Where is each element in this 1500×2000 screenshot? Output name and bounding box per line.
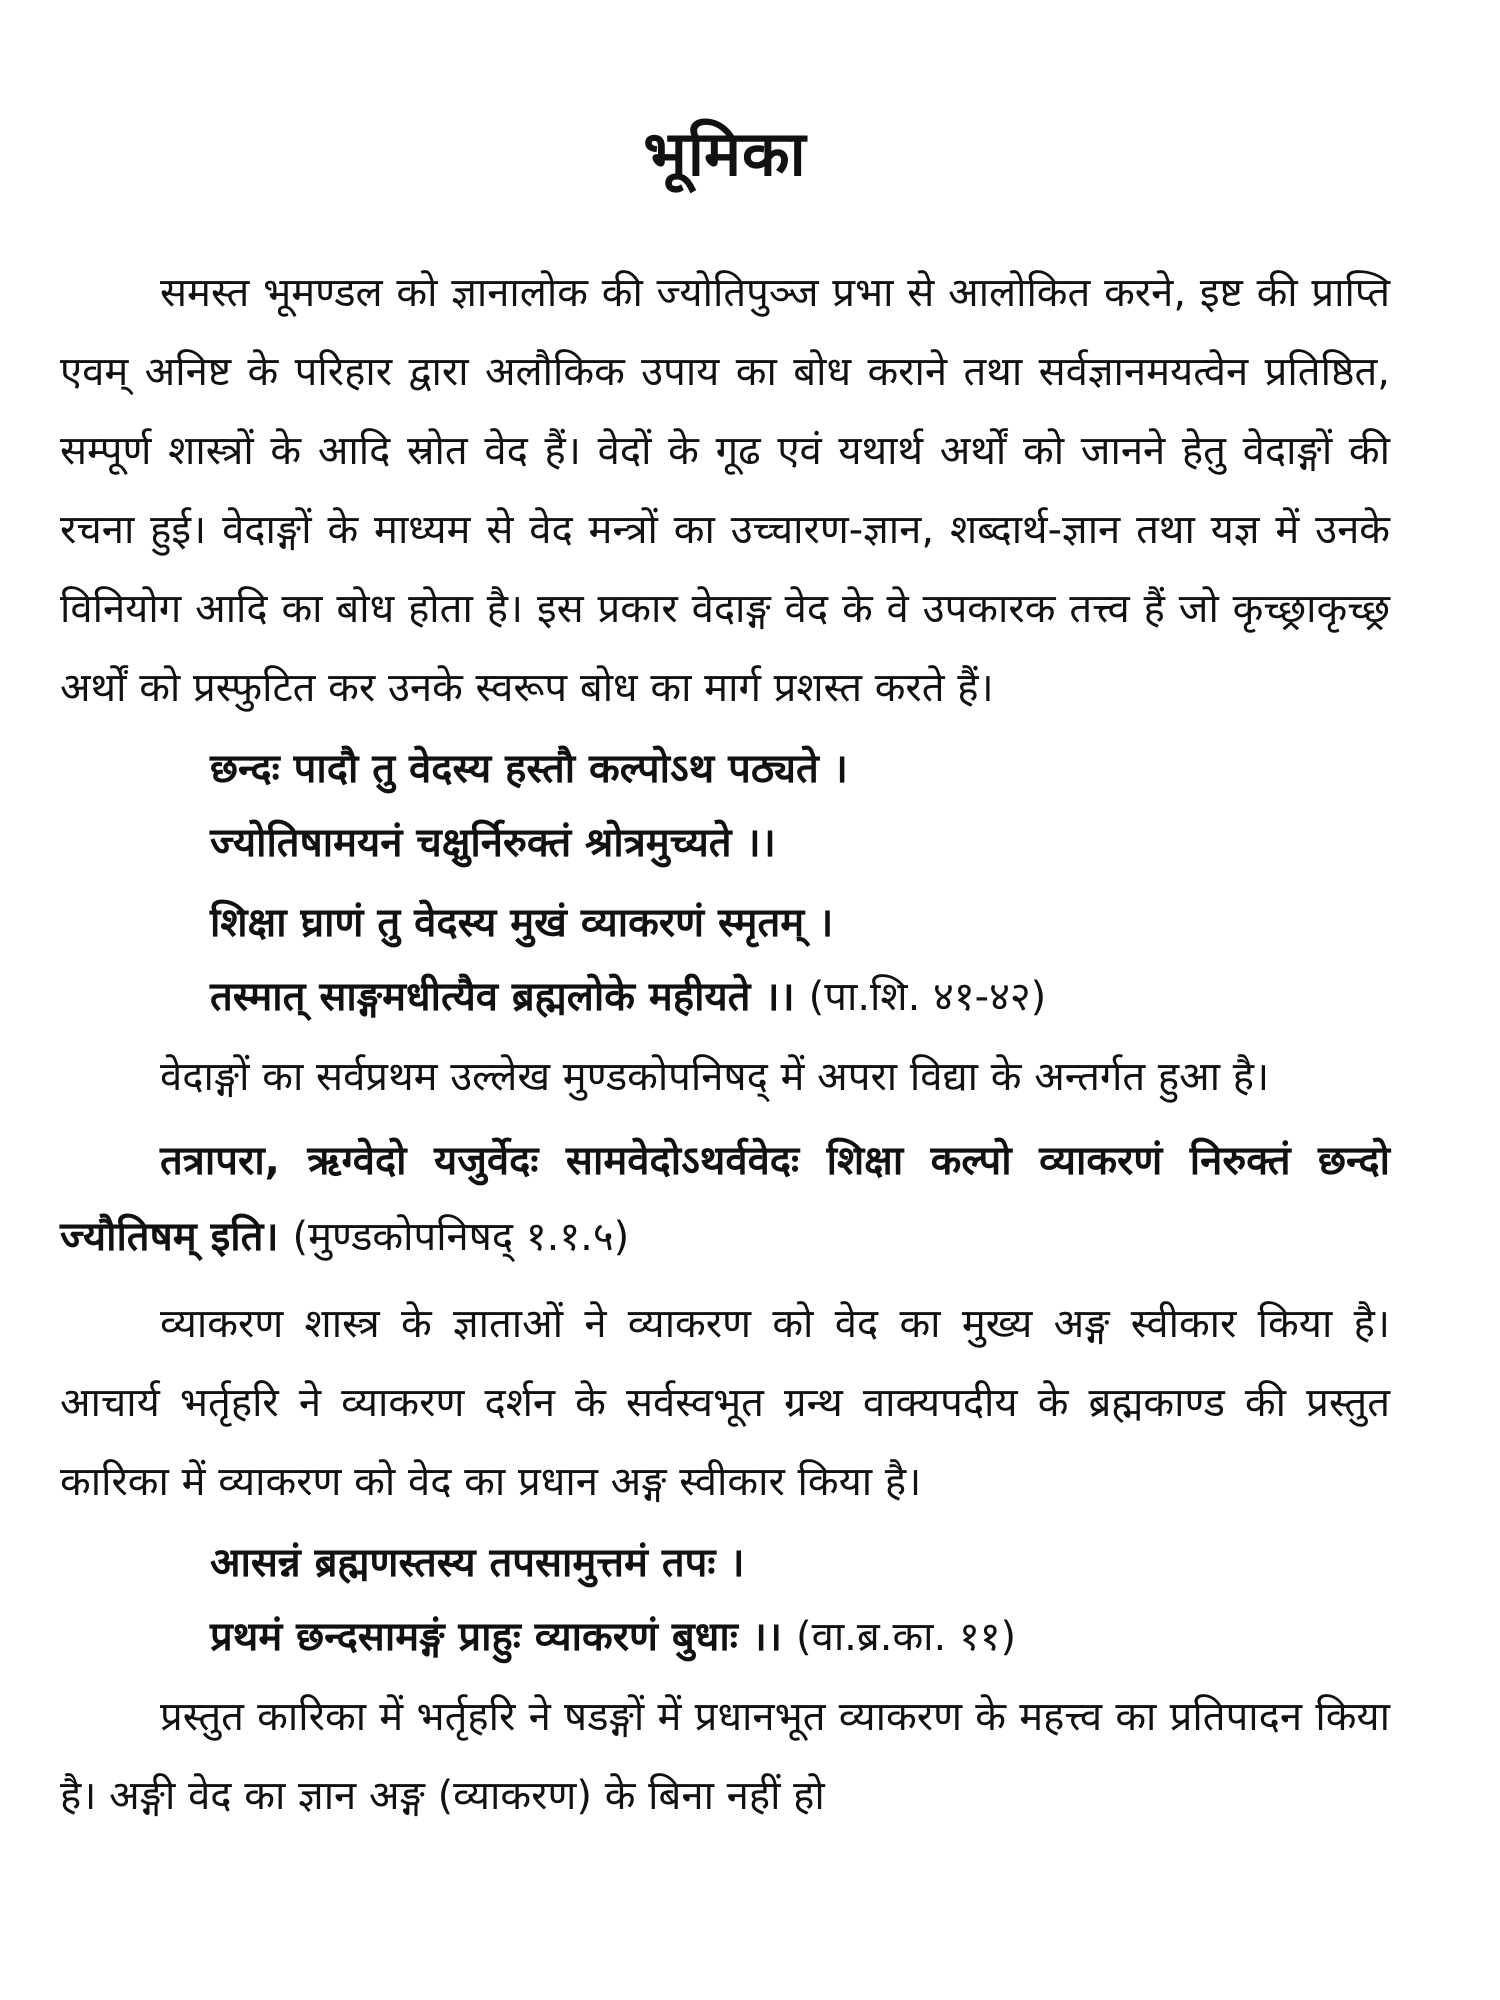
verse-reference: (पा.शि. ४१-४२): [808, 974, 1047, 1020]
page-title: भूमिका: [643, 117, 807, 190]
quote-text: तत्रापरा, ऋग्वेदो यजुर्वेदः सामवेदोऽथर्ववेदः शिक्षा कल्पो व्याकरणं निरुक्तं छन्दो ज्यौतिषम् इति।: [60, 1138, 1390, 1260]
verse-line-last: [210, 1600, 1390, 1674]
quote-reference: (मुण्डकोपनिषद् १.१.५): [292, 1214, 630, 1260]
verse-reference: (वा.ब्र.का. ११): [795, 1614, 1017, 1660]
paragraph-vyakarana: व्याकरण शास्त्र के ज्ञाताओं ने व्याकरण को वेद का मुख्य अङ्ग स्वीकार किया है। आचार्य भर्तृहरि ने व्याकरण दर्शन के सर्वस्वभूत ग्रन्थ वाक्यपदीय के ब्रह्मकाण्ड की प्रस्तुत कारिका में व्याकरण को वेद का प्रधान अङ्ग स्वीकार किया है।: [60, 1301, 1390, 1505]
verse-text: तस्मात् साङ्गमधीत्यैव ब्रह्मलोके महीयते ।।: [210, 974, 795, 1020]
verse-line: शिक्षा घ्राणं तु वेदस्य मुखं व्याकरणं स्मृतम् ।: [210, 900, 834, 946]
verse-line: छन्दः पादौ तु वेदस्य हस्तौ कल्पोऽथ पठ्यते ।: [210, 746, 848, 792]
verse-vakyapadiya: [210, 1526, 1390, 1674]
paragraph-karika: प्रस्तुत कारिका में भर्तृहरि ने षडङ्गों में प्रधानभूत व्याकरण के महत्त्व का प्रतिपादन किया है। अङ्गी वेद का ज्ञान अङ्ग (व्याकरण) के बिना नहीं हो: [60, 1694, 1390, 1819]
verse-text: प्रथमं छन्दसामङ्गं प्राहुः व्याकरणं बुधाः ।।: [210, 1614, 783, 1660]
verse-line-last: [210, 960, 1390, 1034]
page: [60, 70, 1390, 1970]
verse-line: ज्योतिषामयनं चक्षुर्निरुक्तं श्रोत्रमुच्यते ।।: [210, 820, 776, 866]
paragraph-intro: समस्त भूमण्डल को ज्ञानालोक की ज्योतिपुञ्ज प्रभा से आलोकित करने, इष्ट की प्राप्ति एवम् अनिष्ट के परिहार द्वारा अलौकिक उपाय का बोध कराने तथा सर्वज्ञानमयत्वेन प्रतिष्ठित, सम्पूर्ण शास्त्रों के आदि स्रोत वेद हैं। वेदों के गूढ एवं यथार्थ अर्थों को जानने हेतु वेदाङ्गों की रचना हुई। वेदाङ्गों के माध्यम से वेद मन्त्रों का उच्चारण-ज्ञान, शब्दार्थ-ज्ञान तथा यज्ञ में उनके विनियोग आदि का बोध होता है। इस प्रकार वेदाङ्ग वेद के वे उपकारक तत्त्व हैं जो कृच्छ्राकृच्छ्र अर्थों को प्रस्फुटित कर उनके स्वरूप बोध का मार्ग प्रशस्त करते हैं।: [60, 270, 1390, 711]
verse-panini-shiksha: [210, 732, 1390, 1034]
paragraph-mundaka: वेदाङ्गों का सर्वप्रथम उल्लेख मुण्डकोपनिषद् में अपरा विद्या के अन्तर्गत हुआ है।: [160, 1054, 1270, 1100]
quote-mundaka: [60, 1123, 1390, 1275]
verse-line: आसन्नं ब्रह्मणस्तस्य तपसामुत्तमं तपः ।: [210, 1540, 745, 1586]
